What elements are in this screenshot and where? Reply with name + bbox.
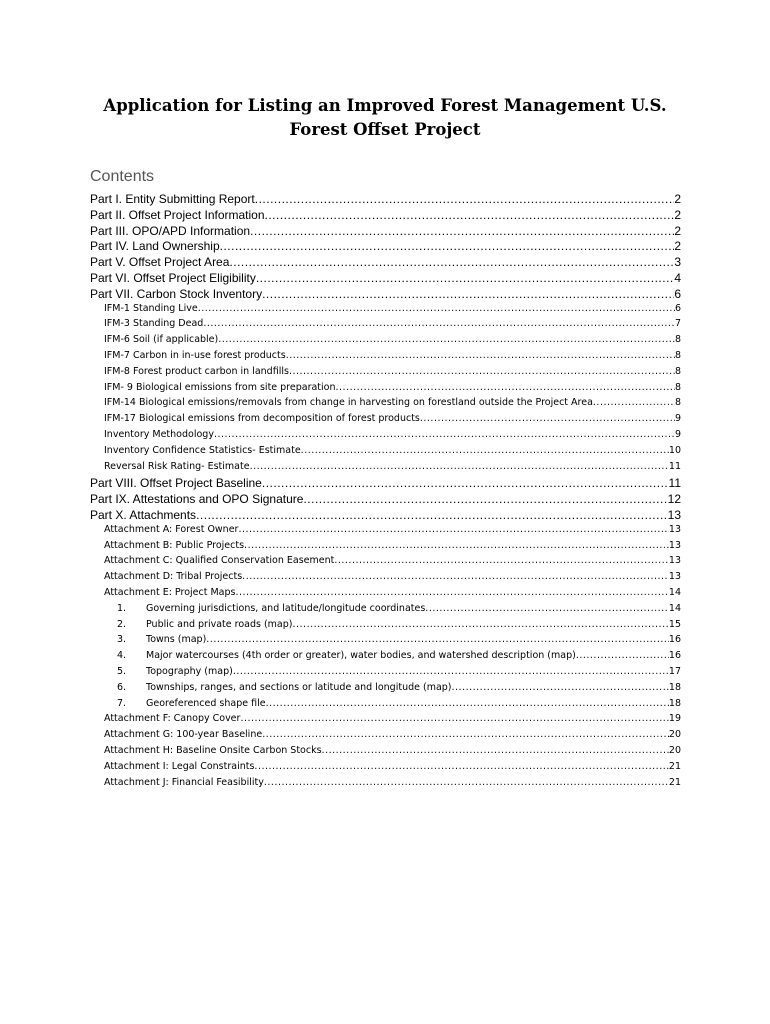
toc-dot-leader <box>266 698 669 709</box>
toc-dot-leader <box>303 492 667 506</box>
toc-entry[interactable] <box>117 619 681 634</box>
toc-entry[interactable] <box>117 666 681 681</box>
toc-page-number: 20 <box>668 745 681 756</box>
toc-dot-leader <box>198 303 675 314</box>
toc-entry[interactable] <box>104 382 681 397</box>
toc-entry-number: 1. <box>117 602 127 614</box>
toc-entry-label: Part I. Entity Submitting Report <box>90 192 255 206</box>
toc-entry[interactable] <box>104 761 681 776</box>
toc-entry-label: Attachment B: Public Projects <box>104 539 245 551</box>
toc-page-number: 2 <box>674 207 681 222</box>
toc-entry[interactable] <box>90 208 681 223</box>
toc-entry-label: Attachment E: Project Maps <box>104 587 236 598</box>
toc-page-number: 8 <box>674 397 681 409</box>
toc-entry-label: Inventory Methodology <box>104 429 214 440</box>
toc-entry[interactable] <box>90 255 681 270</box>
toc-dot-leader <box>250 224 674 238</box>
toc-entry-label: Part IV. Land Ownership <box>90 239 220 254</box>
toc-entry[interactable] <box>90 192 681 207</box>
toc-page-number: 16 <box>668 650 681 662</box>
toc-entry-label: Public and private roads (map) <box>146 618 293 630</box>
toc-dot-leader <box>452 682 669 693</box>
toc-page-number: 8 <box>674 334 681 346</box>
toc-dot-leader <box>240 713 668 724</box>
toc-entry[interactable] <box>104 713 681 728</box>
toc-entry-label: Attachment C: Qualified Conservation Easement <box>104 555 335 567</box>
toc-dot-leader <box>244 540 669 551</box>
toc-page-number: 6 <box>674 302 681 314</box>
toc-page-number: 8 <box>674 350 681 361</box>
toc-dot-leader <box>238 524 668 535</box>
toc-entry-label: Townships, ranges, and sections or latitude and longitude (map) <box>146 681 452 693</box>
toc-page-number: 8 <box>674 365 681 377</box>
toc-entry[interactable] <box>104 429 681 444</box>
toc-entry[interactable] <box>104 303 681 318</box>
toc-entry-label: Part IX. Attestations and OPO Signature <box>90 492 304 507</box>
toc-page-number: 12 <box>667 492 681 507</box>
toc-dot-leader <box>286 350 675 361</box>
contents-heading: Contents <box>90 168 155 185</box>
toc-dot-leader <box>301 445 669 456</box>
toc-entry-number: 6. <box>117 681 127 693</box>
toc-entry[interactable] <box>117 603 681 618</box>
toc-entry-label: IFM- 9 Biological emissions from site preparation <box>104 381 336 393</box>
toc-entry[interactable] <box>104 413 681 428</box>
toc-entry-label: Inventory Confidence Statistics- Estimate <box>104 444 301 456</box>
toc-entry[interactable] <box>90 508 681 523</box>
toc-entry-number: 4. <box>117 650 127 662</box>
toc-entry[interactable] <box>117 650 681 665</box>
toc-entry-number: 3. <box>117 634 127 646</box>
toc-page-number: 13 <box>668 571 681 583</box>
toc-page-number: 13 <box>668 555 681 567</box>
toc-dot-leader <box>229 255 674 269</box>
toc-entry[interactable] <box>90 492 681 507</box>
toc-dot-leader <box>233 666 669 677</box>
toc-dot-leader <box>576 650 669 661</box>
toc-entry-label: Towns (map) <box>146 634 207 646</box>
toc-dot-leader <box>289 366 675 377</box>
toc-entry[interactable] <box>104 445 681 460</box>
toc-page-number: 11 <box>668 460 681 472</box>
toc-dot-leader <box>262 729 669 740</box>
toc-entry-label: Part V. Offset Project Area <box>90 255 230 270</box>
toc-entry-label: Attachment J: Financial Feasibility <box>104 776 264 788</box>
toc-page-number: 20 <box>668 729 681 741</box>
toc-entry[interactable] <box>104 571 681 586</box>
toc-page-number: 4 <box>674 271 681 285</box>
toc-page-number: 17 <box>668 666 681 677</box>
toc-entry[interactable] <box>90 287 681 302</box>
toc-entry-label: Topography (map) <box>146 666 233 677</box>
toc-dot-leader <box>218 334 675 345</box>
toc-entry[interactable] <box>90 476 681 491</box>
toc-page-number: 6 <box>674 286 681 301</box>
toc-entry-label: Attachment F: Canopy Cover <box>104 713 241 725</box>
toc-entry[interactable] <box>104 555 681 570</box>
toc-dot-leader <box>235 587 668 598</box>
toc-entry[interactable] <box>117 682 681 697</box>
toc-page-number: 8 <box>674 381 681 393</box>
toc-entry-number: 2. <box>117 618 127 630</box>
toc-entry-label: Governing jurisdictions, and latitude/longitude coordinates <box>146 602 426 614</box>
toc-page-number: 11 <box>668 476 681 491</box>
toc-page-number: 2 <box>674 223 681 238</box>
toc-entry[interactable] <box>104 461 681 476</box>
toc-entry-label: Attachment H: Baseline Onsite Carbon Stocks <box>104 745 322 756</box>
toc-dot-leader <box>425 603 669 614</box>
toc-dot-leader <box>336 382 675 393</box>
toc-page-number: 18 <box>668 681 681 693</box>
document-title: Application for Listing an Improved Forest Management U.S. Forest Offset Project <box>103 96 667 139</box>
toc-entry[interactable] <box>104 745 681 760</box>
toc-page-number: 15 <box>668 618 681 630</box>
toc-dot-leader <box>220 239 675 253</box>
toc-dot-leader <box>262 287 674 301</box>
toc-entry-number: 7. <box>117 697 127 709</box>
toc-entry-label: IFM-6 Soil (if applicable) <box>104 334 219 346</box>
toc-dot-leader <box>265 208 675 222</box>
toc-entry-label: Georeferenced shape file <box>146 697 266 709</box>
toc-page-number: 19 <box>668 713 681 725</box>
toc-dot-leader <box>206 634 669 645</box>
toc-page-number: 14 <box>668 587 681 598</box>
toc-dot-leader <box>242 571 669 582</box>
toc-entry[interactable] <box>90 239 681 254</box>
toc-entry[interactable] <box>104 524 681 539</box>
toc-dot-leader <box>262 476 669 490</box>
toc-page-number: 9 <box>674 413 681 425</box>
toc-page-number: 13 <box>667 508 681 522</box>
toc-entry-label: IFM-1 Standing Live <box>104 302 198 314</box>
toc-page-number: 21 <box>668 776 681 788</box>
toc-entry-label: Part VII. Carbon Stock Inventory <box>90 286 263 301</box>
toc-entry[interactable] <box>104 334 681 349</box>
toc-page-number: 2 <box>674 239 681 254</box>
toc-entry-label: Attachment G: 100-year Baseline <box>104 729 263 741</box>
toc-page-number: 3 <box>674 255 681 270</box>
toc-entry-label: Part X. Attachments <box>90 508 197 522</box>
toc-entry[interactable] <box>117 698 681 713</box>
toc-entry-label: Attachment A: Forest Owner <box>104 523 239 535</box>
toc-page-number: 2 <box>674 192 681 206</box>
toc-entry-label: Attachment D: Tribal Projects <box>104 571 243 583</box>
toc-page-number: 7 <box>674 318 681 330</box>
toc-dot-leader <box>264 777 669 788</box>
toc-entry-label: IFM-7 Carbon in in-use forest products <box>104 350 286 361</box>
toc-dot-leader <box>593 397 675 408</box>
toc-entry-label: IFM-8 Forest product carbon in landfills <box>104 365 289 377</box>
toc-page-number: 9 <box>674 429 681 440</box>
toc-entry-label: Attachment I: Legal Constraints <box>104 760 255 772</box>
toc-entry[interactable] <box>104 366 681 381</box>
toc-entry-label: IFM-3 Standing Dead <box>104 318 204 330</box>
toc-entry-label: Reversal Risk Rating- Estimate <box>104 460 250 472</box>
toc-entry[interactable] <box>104 350 681 365</box>
toc-entry-label: Part III. OPO/APD Information <box>90 223 251 238</box>
toc-entry[interactable] <box>104 397 681 412</box>
toc-entry-label: Major watercourses (4th order or greater), water bodies, and watershed description (map) <box>146 650 576 662</box>
toc-page-number: 10 <box>668 444 681 456</box>
toc-entry-label: Part VI. Offset Project Eligibility <box>90 271 256 285</box>
toc-page-number: 18 <box>668 697 681 709</box>
toc-dot-leader <box>255 192 675 206</box>
toc-entry-label: Part VIII. Offset Project Baseline <box>90 476 262 491</box>
toc-page-number: 13 <box>668 539 681 551</box>
toc-dot-leader <box>334 555 669 566</box>
toc-dot-leader <box>256 271 674 285</box>
toc-dot-leader <box>196 508 668 522</box>
toc-page-number: 21 <box>668 760 681 772</box>
toc-dot-leader <box>254 761 668 772</box>
toc-dot-leader <box>322 745 669 756</box>
toc-entry[interactable] <box>104 777 681 792</box>
toc-entry-label: IFM-14 Biological emissions/removals from change in harvesting on forestland outside the Project Area <box>104 397 593 409</box>
toc-page-number: 13 <box>668 523 681 535</box>
toc-entry-number: 5. <box>117 666 127 677</box>
toc-dot-leader <box>293 619 669 630</box>
toc-entry[interactable] <box>104 587 681 602</box>
toc-dot-leader <box>203 318 675 329</box>
toc-dot-leader <box>214 429 675 440</box>
toc-dot-leader <box>250 461 669 472</box>
toc-entry[interactable] <box>90 271 681 286</box>
toc-entry[interactable] <box>104 540 681 555</box>
toc-page-number: 16 <box>668 634 681 646</box>
toc-entry-label: Part II. Offset Project Information <box>90 207 265 222</box>
toc-entry[interactable] <box>104 729 681 744</box>
toc-page-number: 14 <box>668 602 681 614</box>
toc-entry[interactable] <box>90 224 681 239</box>
toc-entry[interactable] <box>104 318 681 333</box>
toc-entry[interactable] <box>117 634 681 649</box>
toc-entry-label: IFM-17 Biological emissions from decomposition of forest products <box>104 413 420 425</box>
toc-dot-leader <box>420 413 675 424</box>
